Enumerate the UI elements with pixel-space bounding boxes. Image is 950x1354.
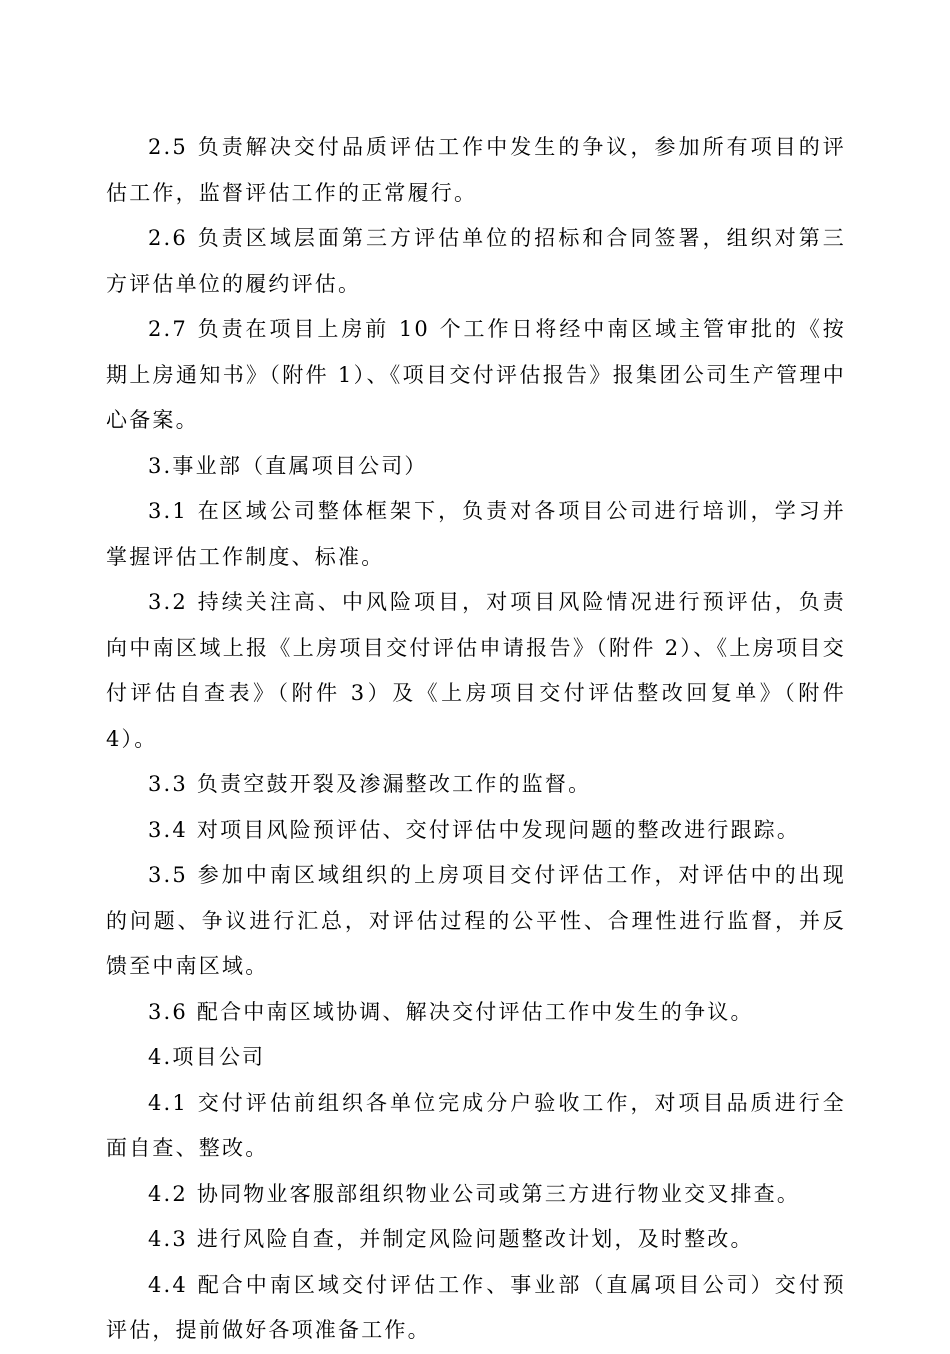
paragraph-4-2: 4.2 协同物业客服部组织物业公司或第三方进行物业交叉排查。 xyxy=(148,1181,801,1206)
paragraph-3-3: 3.3 负责空鼓开裂及渗漏整改工作的监督。 xyxy=(148,772,592,796)
paragraph-3-6: 3.6 配合中南区域协调、解决交付评估工作中发生的争议。 xyxy=(148,999,754,1024)
paragraph-3-1: 3.1 在区域公司整体框架下，负责对各项目公司进行培训，学习并掌握评估工作制度、标准。 xyxy=(106,499,846,569)
paragraph-2-5: 2.5 负责解决交付品质评估工作中发生的争议，参加所有项目的评估工作，监督评估工作的正常履行。 xyxy=(106,135,846,205)
section-heading-3: 3.事业部（直属项目公司） xyxy=(148,453,428,478)
paragraph-2-7: 2.7 负责在项目上房前 10 个工作日将经中南区域主管审批的《按期上房通知书》（附件 1）、《项目交付评估报告》报集团公司生产管理中心备案。 xyxy=(106,317,846,432)
section-heading-4: 4.项目公司 xyxy=(148,1045,266,1069)
paragraph-4-4: 4.4 配合中南区域交付评估工作、事业部（直属项目公司）交付预评估，提前做好各项准备工作。 xyxy=(106,1272,846,1342)
paragraph-3-4: 3.4 对项目风险预评估、交付评估中发现问题的整改进行跟踪。 xyxy=(148,817,801,842)
paragraph-4-1: 4.1 交付评估前组织各单位完成分户验收工作，对项目品质进行全面自查、整改。 xyxy=(106,1090,846,1160)
document-body xyxy=(106,125,846,1354)
paragraph-4-3: 4.3 进行风险自查，并制定风险问题整改计划，及时整改。 xyxy=(148,1227,754,1251)
paragraph-3-2: 3.2 持续关注高、中风险项目，对项目风险情况进行预评估，负责向中南区域上报《上房项目交付评估申请报告》（附件 2）、《上房项目交付评估自查表》（附件 3）及《上房项目交付评估整改回复单》（附件 4）。 xyxy=(106,590,846,751)
paragraph-3-5: 3.5 参加中南区域组织的上房项目交付评估工作，对评估中的出现的问题、争议进行汇总，对评估过程的公平性、合理性进行监督，并反馈至中南区域。 xyxy=(106,863,846,978)
paragraph-2-6: 2.6 负责区域层面第三方评估单位的招标和合同签署，组织对第三方评估单位的履约评估。 xyxy=(106,226,846,296)
